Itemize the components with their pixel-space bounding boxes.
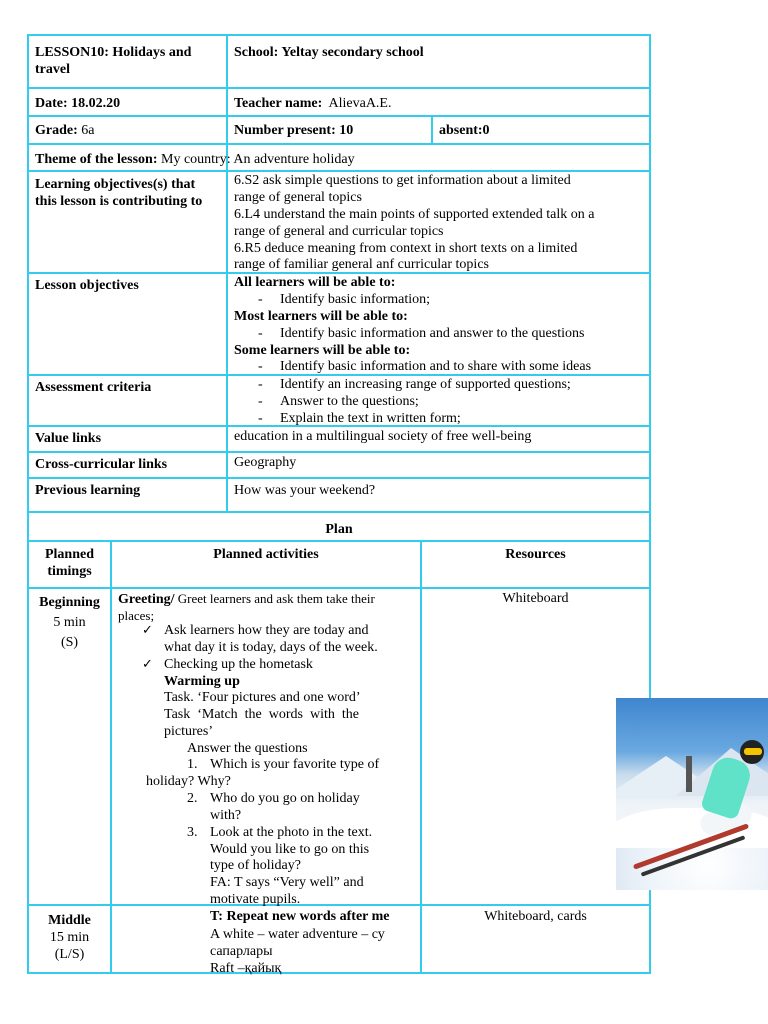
greeting-text: Greet learners and ask them take their (174, 591, 375, 606)
grade (35, 122, 94, 139)
col-header-resources: Resources (505, 547, 566, 562)
previous-learning-label: Previous learning (35, 483, 141, 498)
some-learners-item: - Identify basic information and to share with some ideas (280, 358, 591, 375)
assessment-label: Assessment criteria (35, 380, 152, 395)
col-divider (431, 115, 433, 143)
learning-objectives-label: Learning objectives(s) that (35, 177, 196, 192)
lesson-title-cont: travel (35, 62, 70, 77)
lesson-title: LESSON10: Holidays and (35, 45, 192, 60)
assessment-item: - Explain the text in written form; (280, 410, 461, 427)
stage-duration: 5 min (53, 615, 86, 630)
task-line-cont: pictures’ (164, 724, 213, 739)
check-item: ✓ Checking up the hometask (164, 656, 313, 673)
row-divider (27, 87, 651, 89)
row-divider (27, 477, 651, 479)
check-item: ✓ Ask learners how they are today and (164, 622, 368, 639)
warming-up-heading: Warming up (164, 674, 240, 689)
school-name: School: Yeltay secondary school (234, 45, 424, 60)
task-line: Task ‘Match the words with the (164, 707, 359, 722)
objective-line: 6.L4 understand the main points of supported extended talk on a (234, 207, 595, 222)
row-divider (27, 904, 651, 906)
grade-value: 6a (81, 123, 95, 138)
most-learners-item: - Identify basic information and answer to the questions (280, 325, 584, 342)
question-number: 1. (187, 757, 198, 772)
theme-value: My country: An adventure holiday (161, 152, 355, 167)
question-number: 2. (187, 791, 198, 806)
objective-line: range of familiar general anf curricular topics (234, 257, 489, 272)
lift-tower (686, 756, 692, 792)
lesson-date: Date: 18.02.20 (35, 96, 121, 111)
skier-goggles (744, 748, 762, 755)
vocab-line-cont: сапарлары (210, 944, 273, 959)
most-learners-heading: Most learners will be able to: (234, 309, 408, 324)
col-divider (110, 540, 112, 972)
formative-assessment: FA: T says “Very well” and (210, 875, 364, 890)
cross-curricular-value: Geography (234, 455, 297, 470)
row-divider (27, 115, 651, 117)
repeat-words: T: Repeat new words after me (210, 909, 390, 924)
stage-duration: 15 min (49, 930, 90, 945)
some-learners-heading: Some learners will be able to: (234, 343, 411, 358)
cross-curricular-label: Cross-curricular links (35, 457, 168, 472)
teacher-label: Teacher name: (234, 96, 323, 111)
objective-line: range of general and curricular topics (234, 224, 444, 239)
number-present: Number present: 10 (234, 123, 354, 138)
all-learners-heading: All learners will be able to: (234, 275, 396, 290)
vocab-line: A white – water adventure – су (210, 927, 385, 942)
grade-label: Grade: (35, 123, 78, 138)
col-header-timings-cont: timings (47, 564, 92, 579)
teacher-value: AlievaA.E. (328, 96, 392, 111)
objective-line: 6.R5 deduce meaning from context in short texts on a limited (234, 241, 578, 256)
greeting (118, 590, 375, 608)
stage-middle: Middle (48, 913, 91, 928)
row-divider (27, 587, 651, 589)
teacher-name (234, 95, 391, 112)
answer-questions: Answer the questions (187, 741, 308, 756)
question-number: 3. (187, 825, 198, 840)
assessment-item: - Identify an increasing range of supported questions; (280, 376, 571, 393)
table-border-left (27, 34, 29, 974)
stage-mode: (L/S) (54, 947, 85, 962)
all-learners-item: - Identify basic information; (280, 291, 430, 308)
row-divider (27, 451, 651, 453)
col-header-timings: Planned (44, 547, 94, 562)
resources-middle: Whiteboard, cards (484, 909, 587, 924)
question-line-cont: type of holiday? (210, 858, 301, 873)
table-border-top (27, 34, 651, 36)
question-line-cont: with? (210, 808, 242, 823)
greeting-text-cont: places; (118, 608, 155, 623)
previous-learning-value: How was your weekend? (234, 483, 376, 498)
stage-mode: (S) (60, 635, 79, 650)
row-divider (27, 540, 651, 542)
vocab-line: Raft –қайық (210, 961, 282, 976)
question-line: Who do you go on holiday (210, 791, 360, 806)
col-header-activities: Planned activities (213, 547, 319, 562)
lesson-objectives-label: Lesson objectives (35, 278, 139, 293)
resources-beginning: Whiteboard (502, 591, 569, 606)
assessment-item: - Answer to the questions; (280, 393, 419, 410)
value-links-label: Value links (35, 431, 102, 446)
question-line: Which is your favorite type of (210, 757, 380, 772)
skier-photo (616, 698, 768, 890)
task-line: Task. ‘Four pictures and one word’ (164, 690, 361, 705)
row-divider (27, 511, 651, 513)
value-links-value: education in a multilingual society of free well-being (234, 429, 532, 444)
objective-line: range of general topics (234, 190, 362, 205)
question-line-cont: Would you like to go on this (210, 842, 370, 857)
lesson-theme (35, 151, 355, 168)
plan-title: Plan (325, 522, 353, 537)
formative-assessment-cont: motivate pupils. (210, 892, 301, 907)
col-divider (226, 34, 228, 511)
question-line: Look at the photo in the text. (210, 825, 373, 840)
learning-objectives-label-cont: this lesson is contributing to (35, 194, 203, 209)
question-line-cont: holiday? Why? (146, 774, 231, 789)
objective-line: 6.S2 ask simple questions to get information about a limited (234, 173, 571, 188)
absent-count: absent:0 (439, 123, 490, 138)
stage-beginning: Beginning (39, 595, 100, 610)
table-border-bottom (27, 972, 651, 974)
greeting-label: Greeting/ (118, 592, 175, 607)
row-divider (27, 143, 651, 145)
theme-label: Theme of the lesson: (35, 152, 158, 167)
check-item-cont: what day it is today, days of the week. (164, 640, 378, 655)
